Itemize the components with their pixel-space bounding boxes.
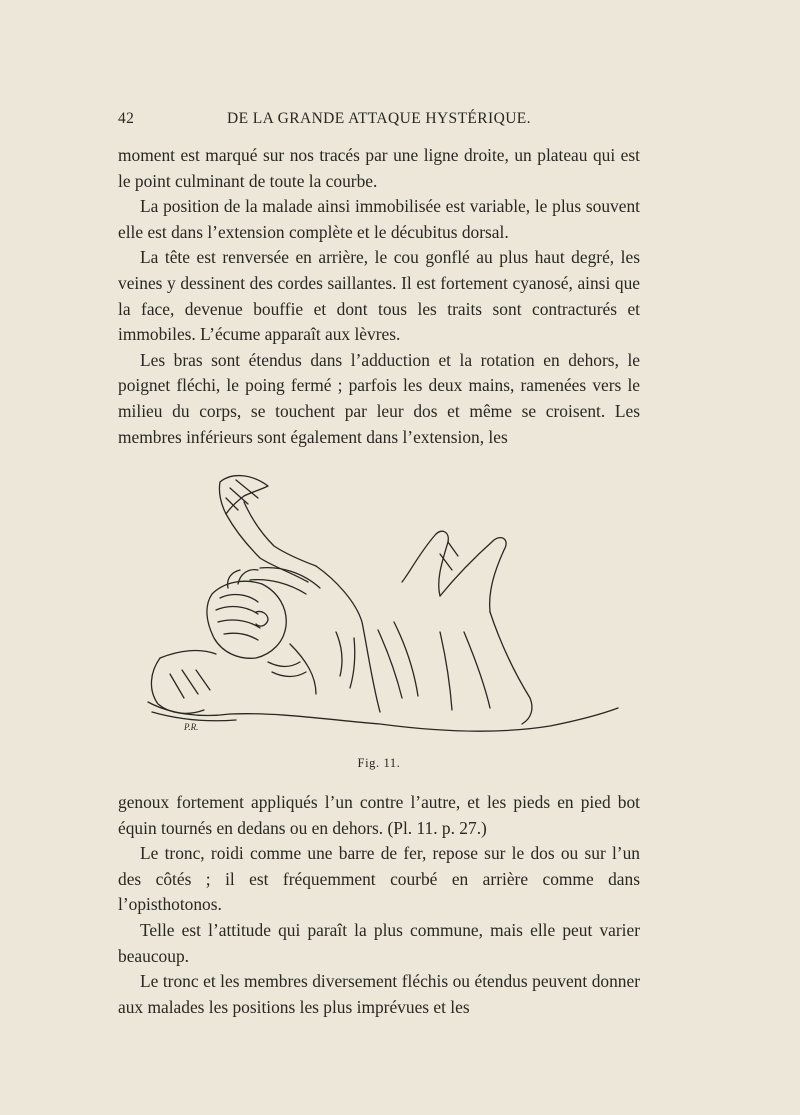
paragraph: genoux fortement appliqués l’un contre l’autre, et les pieds en pied bot équin tournés en dedans ou en dehors. (Pl. 11. p. 27.) (118, 792, 640, 838)
fold-4 (378, 630, 402, 698)
paragraph: Le tronc, roidi comme une barre de fer, repose sur le dos ou sur l’un des côtés ; il est fréquemment courbé en arrière comme dans l’opisthotonos. (118, 843, 640, 915)
reclining-figure-drawing (140, 462, 630, 752)
face-strokes (268, 662, 306, 677)
fold-3 (350, 638, 355, 688)
head-outline (207, 581, 286, 658)
leg-back (490, 612, 532, 724)
figure-caption: Fig. 11. (357, 756, 401, 770)
paragraph: La tête est renversée en arrière, le cou gonflé au plus haut degré, les veines y dessinent des cordes saillantes. Il est fortement cyanosé, ainsi que la face, devenue bouffie et dont tous les traits sont contracturés et immobiles. L’écume apparaît aux lèvres. (118, 247, 640, 345)
sleeve-hatching (170, 670, 210, 698)
fold-2 (336, 632, 342, 676)
hair-wisps (228, 570, 258, 588)
collar-fold (250, 580, 306, 594)
shoulder-line (260, 568, 320, 588)
running-head (118, 110, 640, 134)
raised-arm-inner (244, 502, 316, 566)
elbow-line (160, 651, 216, 658)
figure-illustration (140, 462, 630, 752)
paragraph: moment est marqué sur nos tracés par une ligne droite, un plateau qui est le point culminant de toute la courbe. (118, 145, 640, 191)
fold-5 (394, 622, 418, 696)
knee-left (402, 531, 448, 596)
knee-right (440, 538, 506, 612)
paragraph: Le tronc et les membres diversement fléchis ou étendus peuvent donner aux malades les positions les plus imprévues et les (118, 971, 640, 1017)
torso-outline (316, 566, 380, 712)
ground-line (148, 702, 618, 731)
leg-front (464, 632, 490, 708)
hand-hatching (226, 480, 258, 510)
hair-strokes (216, 595, 260, 640)
artist-mark: P.R. (184, 722, 199, 732)
raised-hand (219, 476, 268, 514)
header-title: DE LA GRANDE ATTAQUE HYSTÉRIQUE. (227, 110, 531, 127)
leg-fold (440, 632, 452, 710)
body-text-bottom (118, 790, 640, 1020)
body-text-top (118, 143, 640, 450)
page-number: 42 (118, 110, 135, 127)
lower-arm-outline (151, 658, 204, 713)
raised-arm-outer (226, 514, 308, 582)
paragraph: Les bras sont étendus dans l’adduction et la rotation en dehors, le poignet fléchi, le poing fermé ; parfois les deux mains, ramenées vers le milieu du corps, se touchent par leur dos et même se croisent. Les membres inférieurs sont également dans l’extension, les (118, 349, 640, 447)
fold-1 (290, 644, 316, 694)
paragraph: Telle est l’attitude qui paraît la plus commune, mais elle peut varier beaucoup. (118, 919, 640, 966)
paragraph: La position de la malade ainsi immobilisée est variable, le plus souvent elle est dans l’extension complète et le décubitus dorsal. (118, 196, 640, 242)
foot-hatching (440, 542, 458, 570)
